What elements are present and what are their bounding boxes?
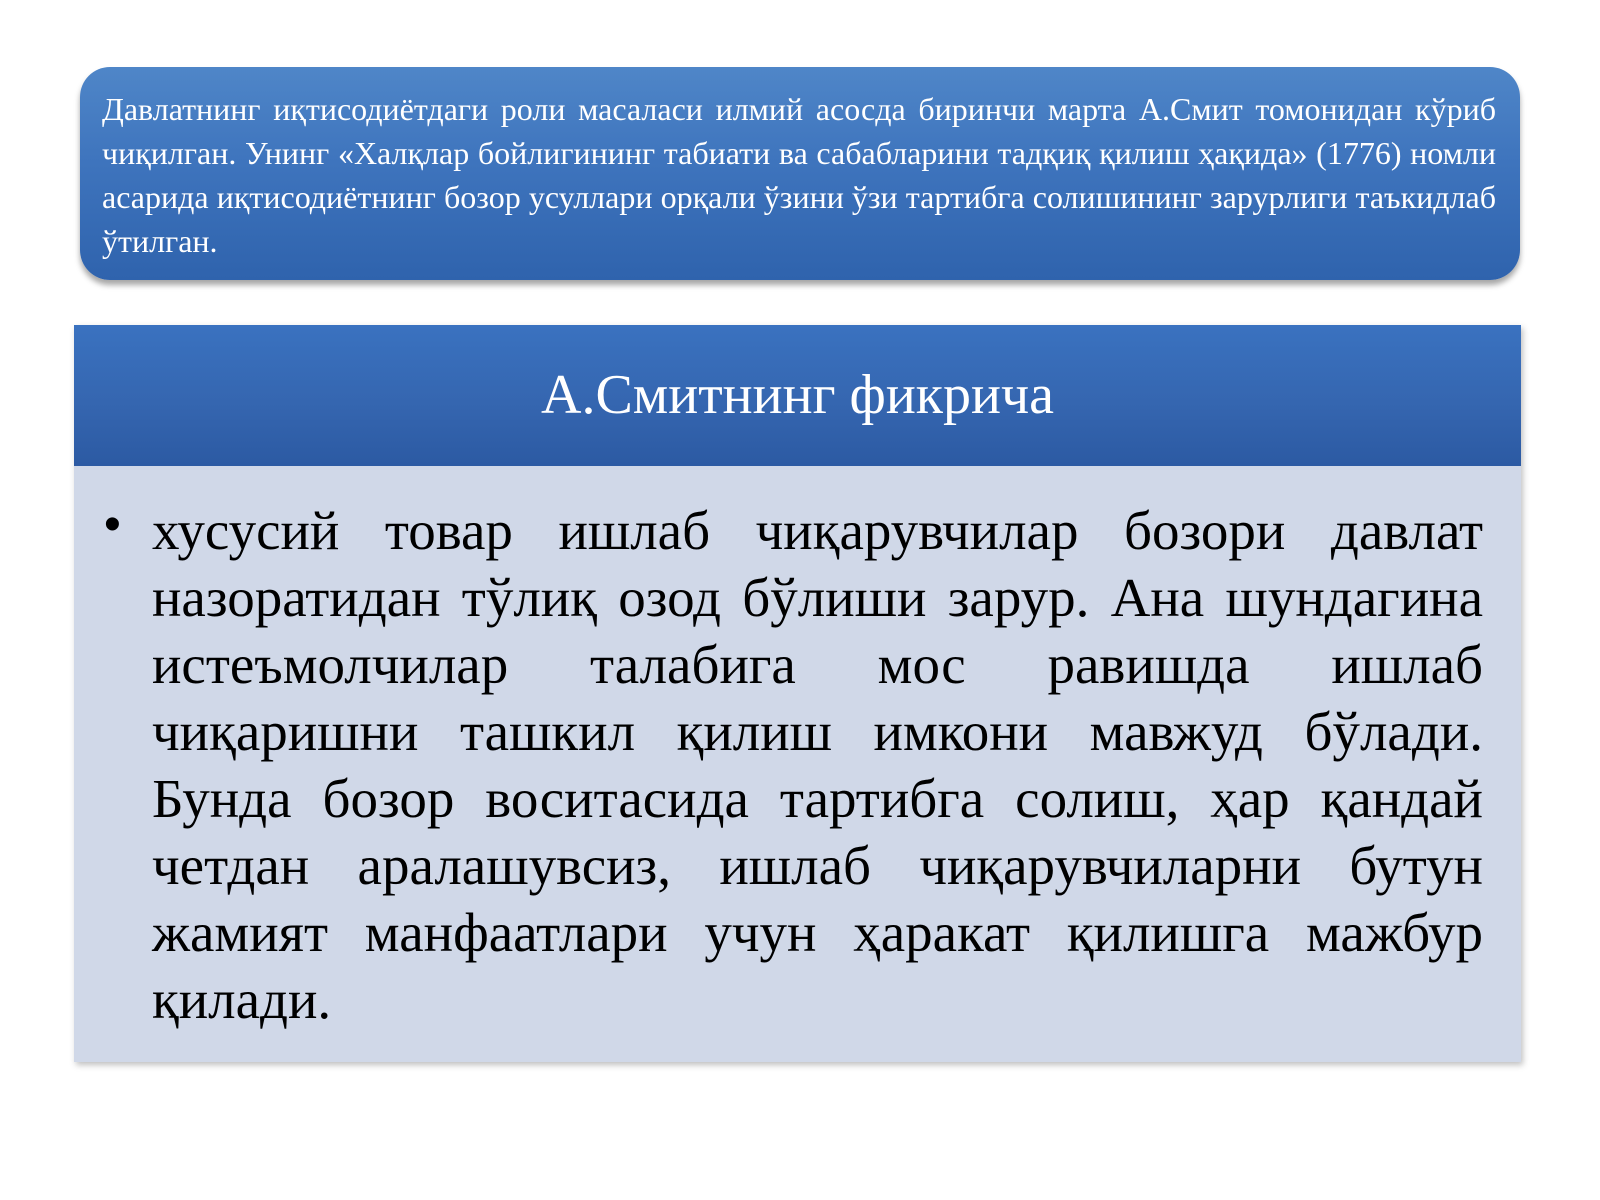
intro-text: Давлатнинг иқтисодиётдаги роли масаласи илмий асосда биринчи марта А.Смит томонидан кўриб чиқилган. Унинг «Халқлар бойлигининг табиати ва сабабларини тадқиқ қилиш ҳақида» (1776) номли асарида иқтисодиётнинг бозор усуллари орқали ўзини ўзи тартибга солишининг зарурлиги таъкидлаб ўтилган. <box>102 91 1496 259</box>
section-title: А.Смитнинг фикрича <box>541 364 1054 426</box>
bullet-icon: • <box>104 498 121 551</box>
content-header <box>74 325 1521 466</box>
intro-box <box>80 67 1520 280</box>
content-box <box>74 325 1521 1062</box>
bullet-text: хусусий товар ишлаб чиқарувчилар бозори давлат назоратидан тўлиқ озод бўлиши зарур. Ана шундагина истеъмолчилар талабига мос равишда ишлаб чиқаришни ташкил қилиш имкони мавжуд бўлади. Бунда бозор воситасида тартибга солиш, ҳар қандай четдан аралашувсиз, ишлаб чиқарувчиларни бутун жамият манфаатлари учун ҳаракат қилишга мажбур қилади. <box>152 500 1483 1030</box>
